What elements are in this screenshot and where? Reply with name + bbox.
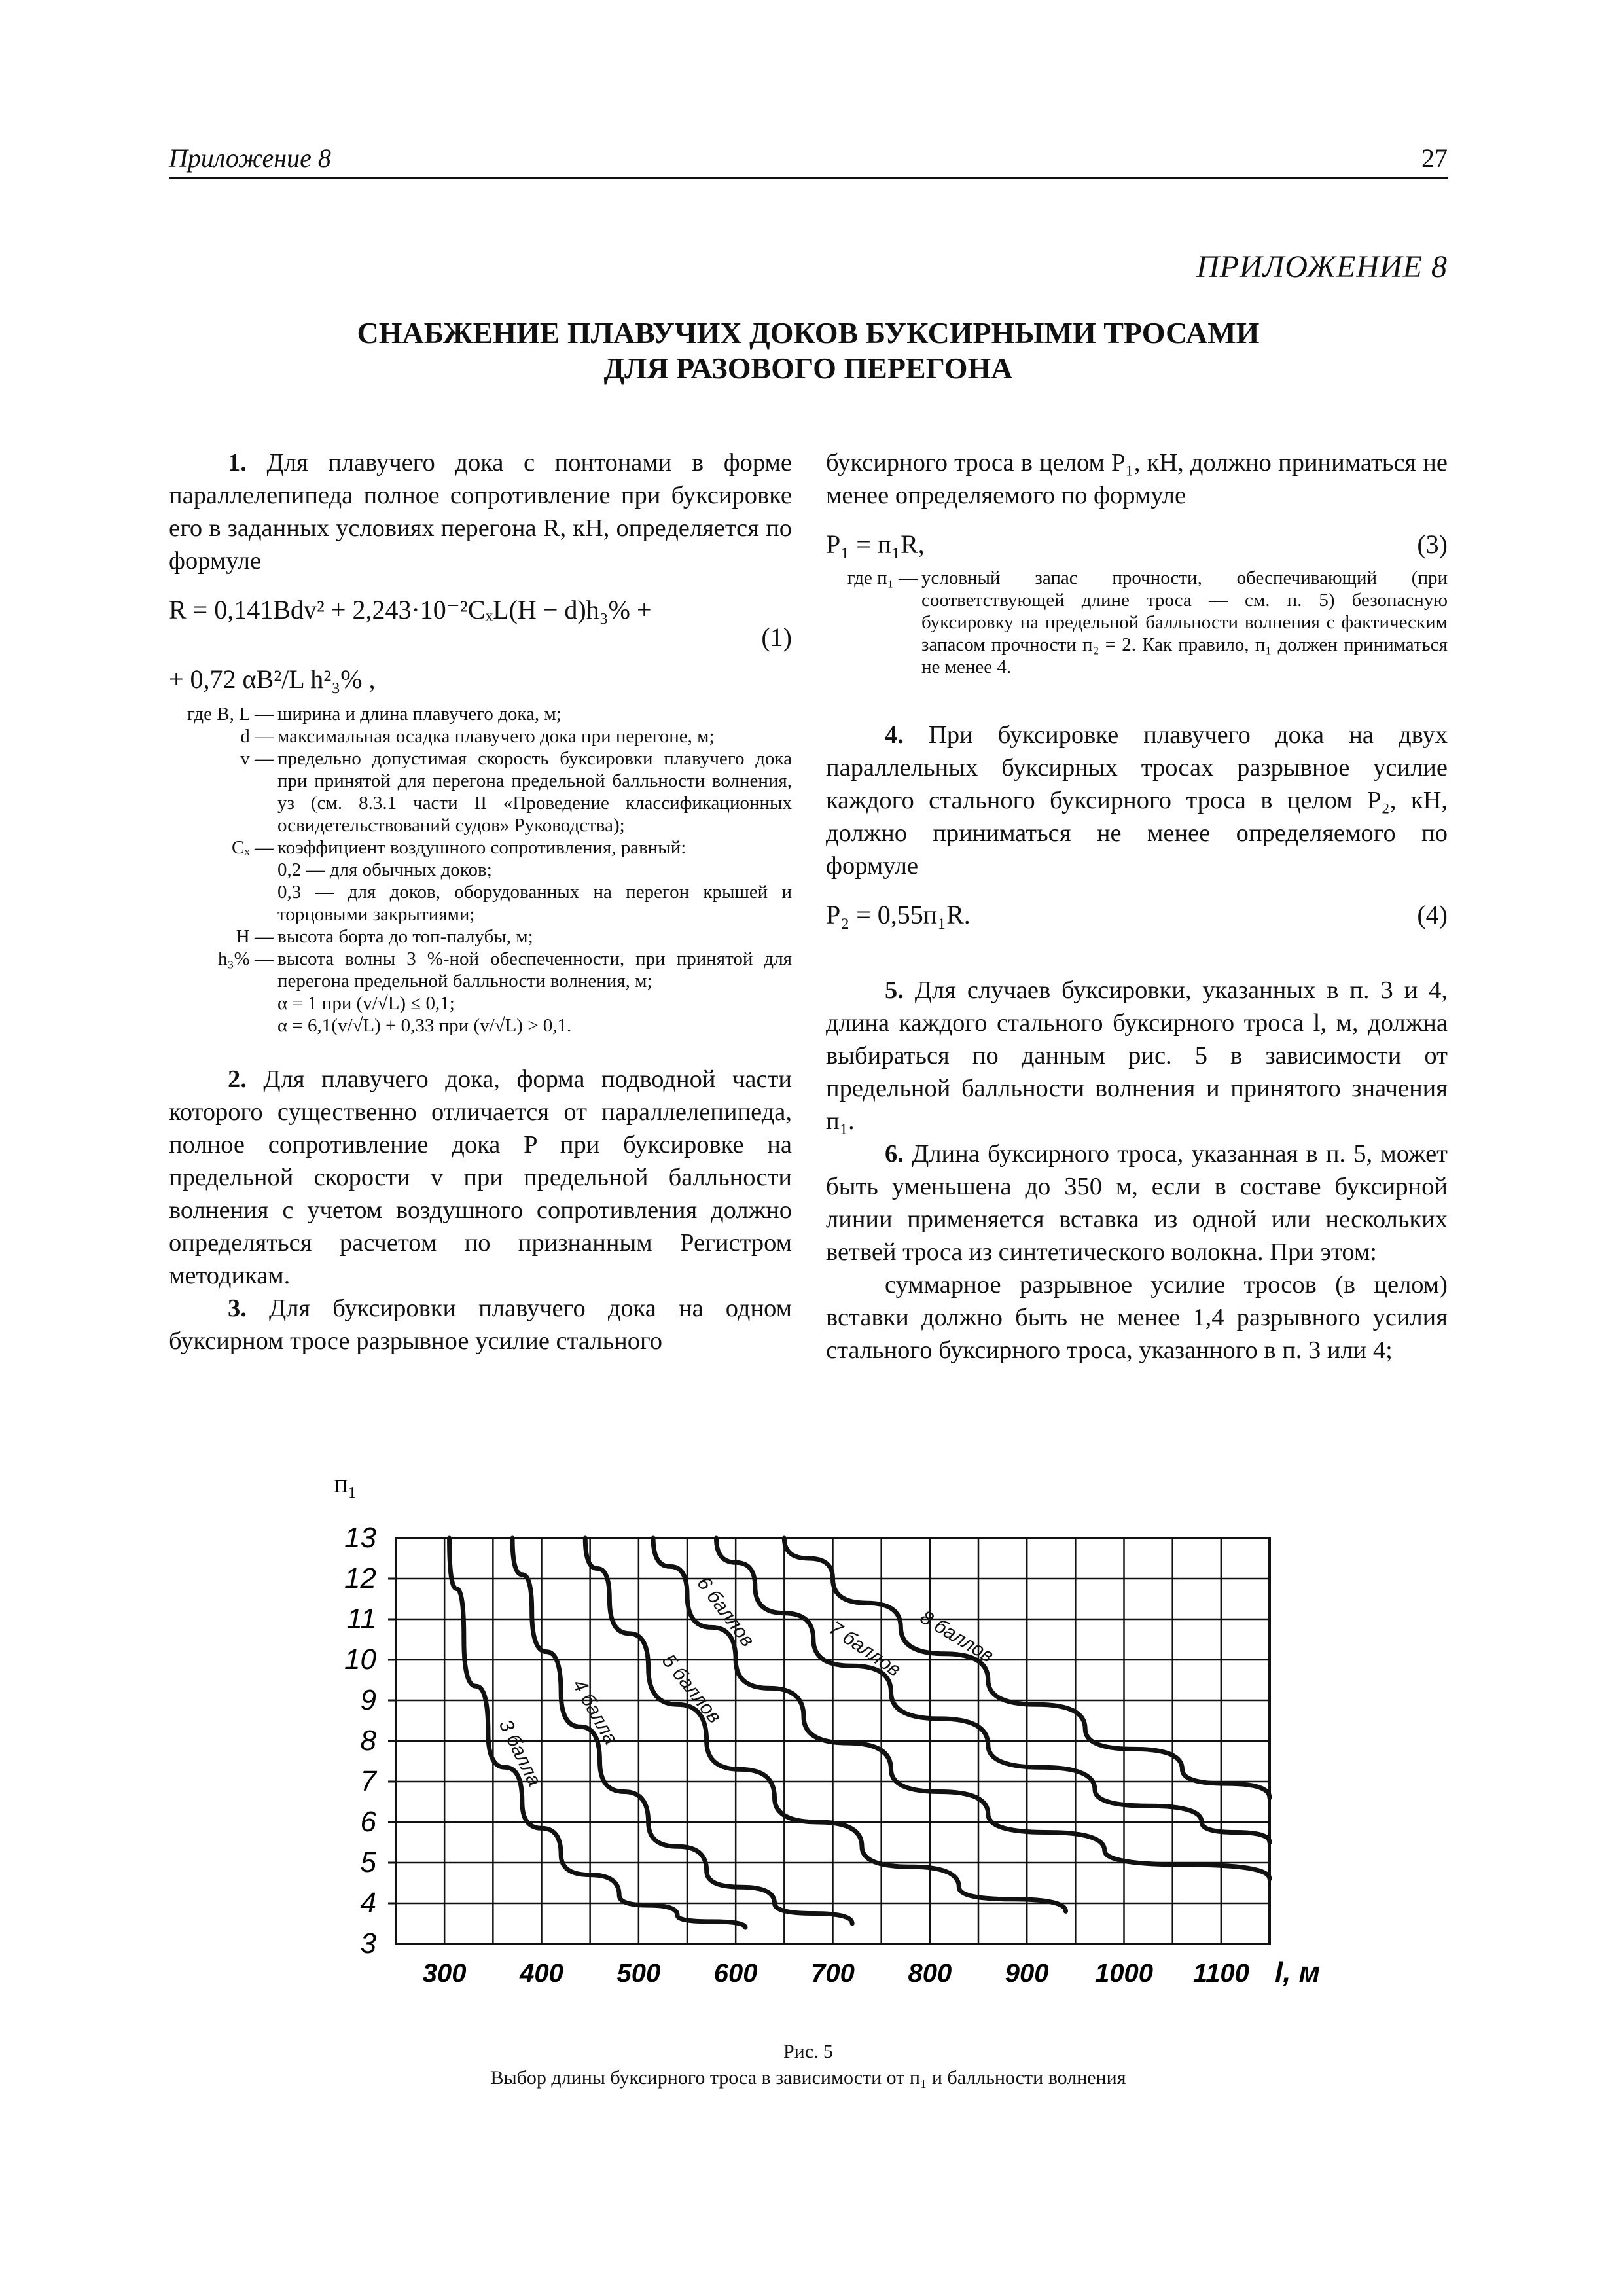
- def-key: где B, L —: [187, 704, 274, 725]
- def-value: 0,3 — для доков, оборудованных на перегон крышей и торцовыми закрытиями;: [277, 882, 792, 925]
- formula-1-definitions: [169, 703, 792, 1037]
- formula-4: [826, 897, 1448, 933]
- y-tick-label: 10: [344, 1643, 376, 1676]
- formula-1-line2: + 0,72 αB²/L h²₃% ,: [169, 664, 376, 694]
- def-key: H —: [236, 926, 274, 947]
- x-tick-label: 500: [616, 1959, 661, 1988]
- paragraph-number: 6.: [885, 1140, 904, 1168]
- series-label: 7 баллов: [825, 1617, 905, 1681]
- def-value: α = 6,1(v/√L) + 0,33 при (v/√L) > 0,1.: [277, 1015, 572, 1036]
- paragraph-number: 4.: [885, 721, 904, 749]
- title-line-1: СНАБЖЕНИЕ ПЛАВУЧИХ ДОКОВ БУКСИРНЫМИ ТРОСАМИ: [357, 316, 1260, 350]
- series-label: 8 баллов: [916, 1606, 997, 1667]
- definition-row: [169, 703, 792, 725]
- y-tick-label: 6: [360, 1806, 376, 1838]
- paragraph-number: 5.: [885, 977, 904, 1004]
- y-tick-label: 7: [360, 1765, 376, 1797]
- formula-4-number: (4): [1417, 900, 1448, 929]
- x-tick-label: 600: [713, 1959, 758, 1988]
- def-value: 0,2 — для обычных доков;: [277, 859, 492, 880]
- def-key: Cₓ —: [231, 837, 274, 858]
- formula-3-number: (3): [1417, 529, 1448, 559]
- series-curve: [653, 1538, 1270, 1879]
- def-key: [169, 992, 277, 1014]
- series-label: 3 балла: [494, 1716, 546, 1790]
- def-key: [169, 1014, 277, 1037]
- paragraph-number: 2.: [228, 1066, 247, 1093]
- paragraph-5: [826, 974, 1448, 1138]
- formula-3-text: P₁ = п₁R,: [826, 529, 925, 559]
- figure-caption: Выбор длины буксирного троса в зависимости от п₁ и балльности волнения: [490, 2067, 1126, 2089]
- definition-row: [169, 948, 792, 992]
- page-number: 27: [1421, 143, 1448, 173]
- definition-row: [169, 725, 792, 747]
- x-tick-label: 1000: [1095, 1959, 1153, 1988]
- paragraph-3-continued: буксирного троса в целом P₁, кН, должно приниматься не менее определяемого по формуле: [826, 449, 1448, 509]
- x-tick-label: 300: [422, 1959, 467, 1988]
- y-tick-label: 8: [360, 1725, 376, 1757]
- def-value: ширина и длина плавучего дока, м;: [277, 704, 562, 725]
- x-tick-label: 900: [1005, 1959, 1049, 1988]
- def-value: максимальная осадка плавучего дока при перегоне, м;: [277, 726, 715, 747]
- y-axis-label: п₁: [334, 1469, 357, 1498]
- series-label: 5 баллов: [657, 1650, 726, 1728]
- def-value: высота борта до топ-палубы, м;: [277, 926, 533, 947]
- def-key: v —: [240, 748, 274, 769]
- series-label: 4 балла: [568, 1676, 622, 1749]
- series-curve: [585, 1538, 1065, 1911]
- x-tick-label: 1100: [1192, 1959, 1249, 1988]
- title-line-2: ДЛЯ РАЗОВОГО ПЕРЕГОНА: [603, 351, 1013, 385]
- paragraph-text: Для плавучего дока с понтонами в форме параллелепипеда полное сопротивление при буксировке его в заданных условиях перегона R, кН, определяется по формуле: [169, 449, 793, 575]
- left-column: [169, 446, 792, 1357]
- definition-row: [169, 859, 792, 881]
- def-key: h₃% —: [217, 948, 274, 969]
- paragraph-text: Для случаев буксировки, указанных в п. 3 и 4, длина каждого стального буксирного троса l, м, должна выбираться по данным рис. 5 в зависимости от предельной балльности волнения и принятого значения п₁.: [826, 977, 1448, 1135]
- formula-1-number: (1): [761, 622, 792, 652]
- page-title: [169, 315, 1448, 386]
- formula-3: [826, 526, 1448, 563]
- right-column: [826, 446, 1448, 1367]
- formula-1-line1: R = 0,141Bdv² + 2,243·10⁻²CₓL(H − d)h₃% +: [169, 595, 652, 624]
- paragraph-text: Для плавучего дока, форма подводной части которого существенно отличается от параллелепипеда, полное сопротивление дока P при буксировке на предельной скорости v при предельной балльности волнения с учетом воздушного сопротивления должно определяться расчетом по признанным Регистром методикам.: [169, 1066, 792, 1289]
- paragraph-2: [169, 1063, 792, 1292]
- y-tick-label: 3: [360, 1928, 376, 1960]
- def-key: d —: [240, 726, 274, 747]
- def-value: высота волны 3 %-ной обеспеченности, при принятой для перегона предельной балльности волнения, м;: [277, 948, 792, 992]
- header-rule: [169, 177, 1448, 179]
- y-tick-label: 5: [360, 1846, 376, 1878]
- definition-row: [169, 747, 792, 836]
- y-tick-label: 11: [346, 1603, 376, 1635]
- x-tick-label: 800: [908, 1959, 952, 1988]
- paragraph-text: При буксировке плавучего дока на двух параллельных буксирных тросах разрывное усилие каждого стального буксирного троса в целом P₂, кН, должно приниматься не менее определяемого по формуле: [826, 721, 1448, 880]
- definition-row: [169, 836, 792, 859]
- paragraph-6b: суммарное разрывное усилие тросов (в целом) вставки должно быть не менее 1,4 разрывного усилия стального буксирного троса, указанного в п. 3 или 4;: [826, 1271, 1448, 1364]
- paragraph-text: Для буксировки плавучего дока на одном буксирном тросе разрывное усилие стального: [169, 1295, 793, 1355]
- definition-row: [169, 925, 792, 948]
- formula-3-definition: [826, 567, 1448, 678]
- y-tick-label: 9: [360, 1684, 376, 1716]
- paragraph-number: 1.: [228, 449, 247, 476]
- appendix-label: ПРИЛОЖЕНИЕ 8: [1196, 249, 1448, 284]
- running-title: Приложение 8: [169, 143, 331, 173]
- formula-4-text: P₂ = 0,55п₁R.: [826, 900, 971, 929]
- paragraph-text: Длина буксирного троса, указанная в п. 5, может быть уменьшена до 350 м, если в составе буксирной линии применяется вставка из одной или нескольких ветвей троса из синтетического волокна. При этом:: [826, 1140, 1448, 1266]
- rope-length-chart: [321, 1466, 1321, 2009]
- paragraph-6: [826, 1138, 1448, 1268]
- def-key: где п₁ —: [847, 567, 918, 588]
- def-key: [169, 881, 277, 925]
- y-tick-label: 13: [344, 1522, 376, 1554]
- def-value: α = 1 при (v/√L) ≤ 0,1;: [277, 993, 455, 1014]
- paragraph-1: [169, 446, 792, 577]
- paragraph-number: 3.: [228, 1295, 247, 1322]
- y-tick-label: 4: [360, 1887, 376, 1919]
- def-value: коэффициент воздушного сопротивления, равный:: [277, 837, 687, 858]
- definition-row: [169, 881, 792, 925]
- def-value: предельно допустимая скорость буксировки плавучего дока при принятой для перегона предельной балльности волнения, уз (см. 8.3.1 части II «Проведение классификационных освидетельствований судов» Руководства);: [277, 748, 792, 836]
- paragraph-3: [169, 1292, 792, 1357]
- def-value: условный запас прочности, обеспечивающий (при соответствующей длине троса — см. п. 5) безопасную буксировку на предельной балльности волнения с фактическим запасом прочности п₂ = 2. Как правило, п₁ должен приниматься не менее 4.: [921, 567, 1448, 677]
- x-tick-label: 400: [520, 1959, 563, 1988]
- x-axis-label: l, м: [1275, 1956, 1321, 1988]
- definition-row: [169, 992, 792, 1014]
- x-tick-label: 700: [811, 1959, 855, 1988]
- paragraph-4: [826, 719, 1448, 882]
- series-label: 6 баллов: [692, 1573, 759, 1651]
- formula-1: [169, 592, 792, 698]
- definition-row: [169, 1014, 792, 1037]
- def-key: [169, 859, 277, 881]
- figure-label: Рис. 5: [783, 2041, 834, 2062]
- y-tick-label: 12: [344, 1562, 376, 1594]
